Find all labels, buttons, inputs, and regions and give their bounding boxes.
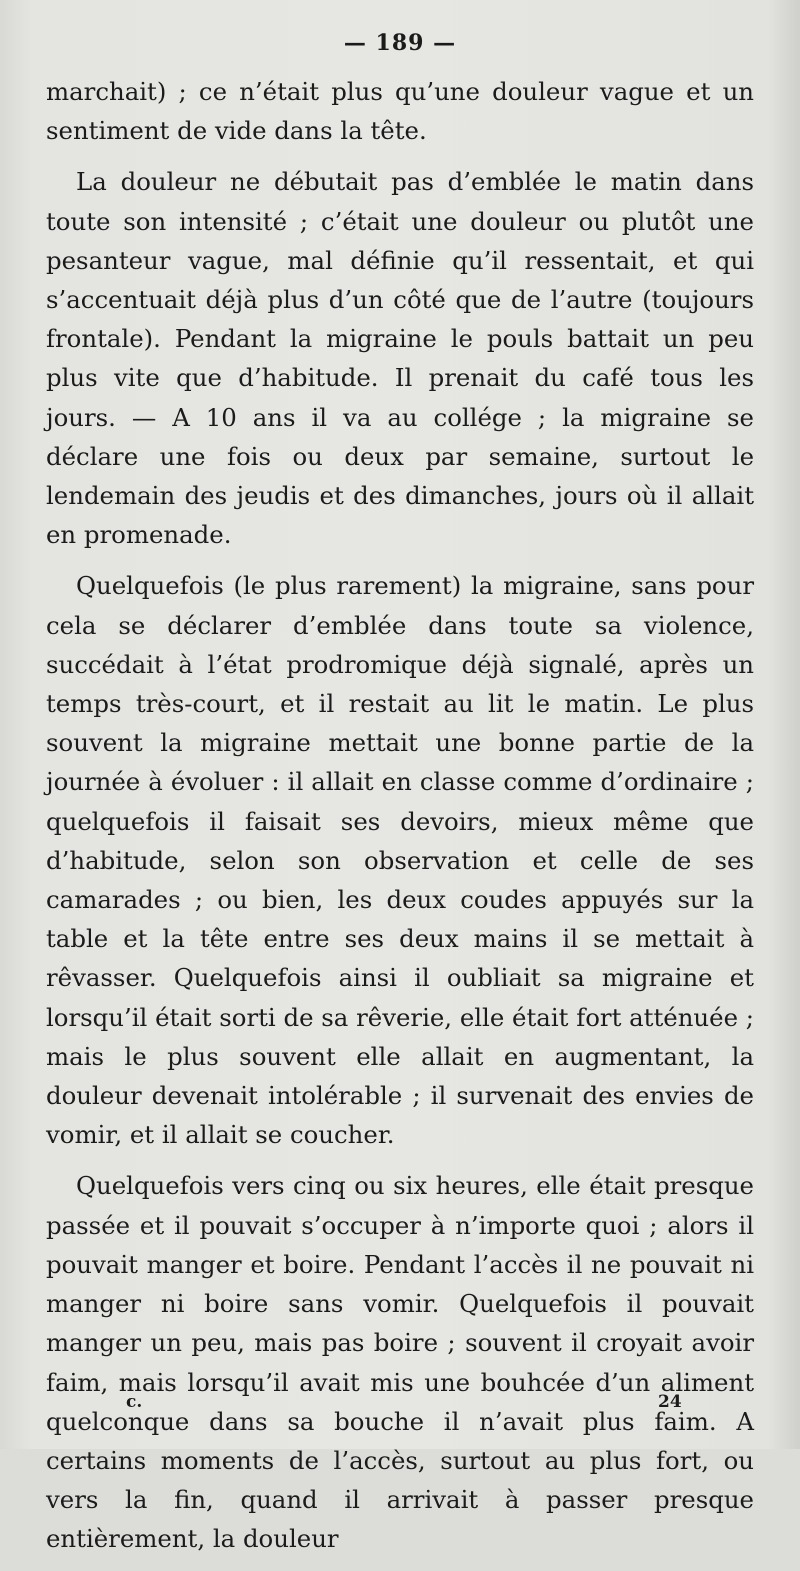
page-number: — 189 —: [343, 30, 457, 56]
paragraph-continuation: marchait) ; ce n’était plus qu’une douleur vague et un sentiment de vide dans la tête.: [46, 77, 754, 146]
page-footer: [0, 1392, 800, 1416]
body-text: [46, 72, 754, 1571]
paragraph-headache-onset: La douleur ne débutait pas d’emblée le matin dans toute son intensité ; c’était une douleur ou plutôt une pesanteur vague, mal définie qu’il ressentait, et qui s’accentuait déjà plus d’un côté que de l’autre (toujours frontale). Pendant la migraine le pouls battait un peu plus vite que d’habitude. Il prenait du café tous les jours. — A 10 ans il va au collége ; la migraine se déclare une fois ou deux par semaine, surtout le lendemain des jeudis et des dimanches, jours où il allait en promenade.: [46, 167, 754, 550]
sheet-number: 24: [658, 1392, 682, 1412]
paragraph-eating-during-attack: Quelquefois vers cinq ou six heures, elle était presque passée et il pouvait s’occuper à n’importe quoi ; alors il pouvait manger et boire. Pendant l’accès il ne pouvait ni manger ni boire sans vomir. Quelquefois il pouvait manger un peu, mais pas boire ; souvent il croyait avoir faim, mais lorsqu’il avait mis une bouhcée d’un aliment quelconque dans sa bouche il n’avait plus faim. A certains moments de l’accès, surtout au plus fort, ou vers la fin, quand il arrivait à passer presque entièrement, la douleur: [46, 1171, 754, 1554]
signature-mark: c.: [126, 1392, 143, 1412]
paragraph-migraine-course: Quelquefois (le plus rarement) la migraine, sans pour cela se déclarer d’emblée dans toute sa violence, succédait à l’état prodromique déjà signalé, après un temps très-court, et il restait au lit le matin. Le plus souvent la migraine mettait une bonne partie de la journée à évoluer : il allait en classe comme d’ordinaire ; quelquefois il faisait ses devoirs, mieux même que d’habitude, selon son observation et celle de ses camarades ; ou bien, les deux coudes appuyés sur la table et la tête entre ses deux mains il se mettait à rêvasser. Quelquefois ainsi il oubliait sa migraine et lorsqu’il était sorti de sa rêverie, elle était fort atténuée ; mais le plus souvent elle allait en augmentant, la douleur devenait intolérable ; il survenait des envies de vomir, et il allait se coucher.: [46, 571, 754, 1150]
